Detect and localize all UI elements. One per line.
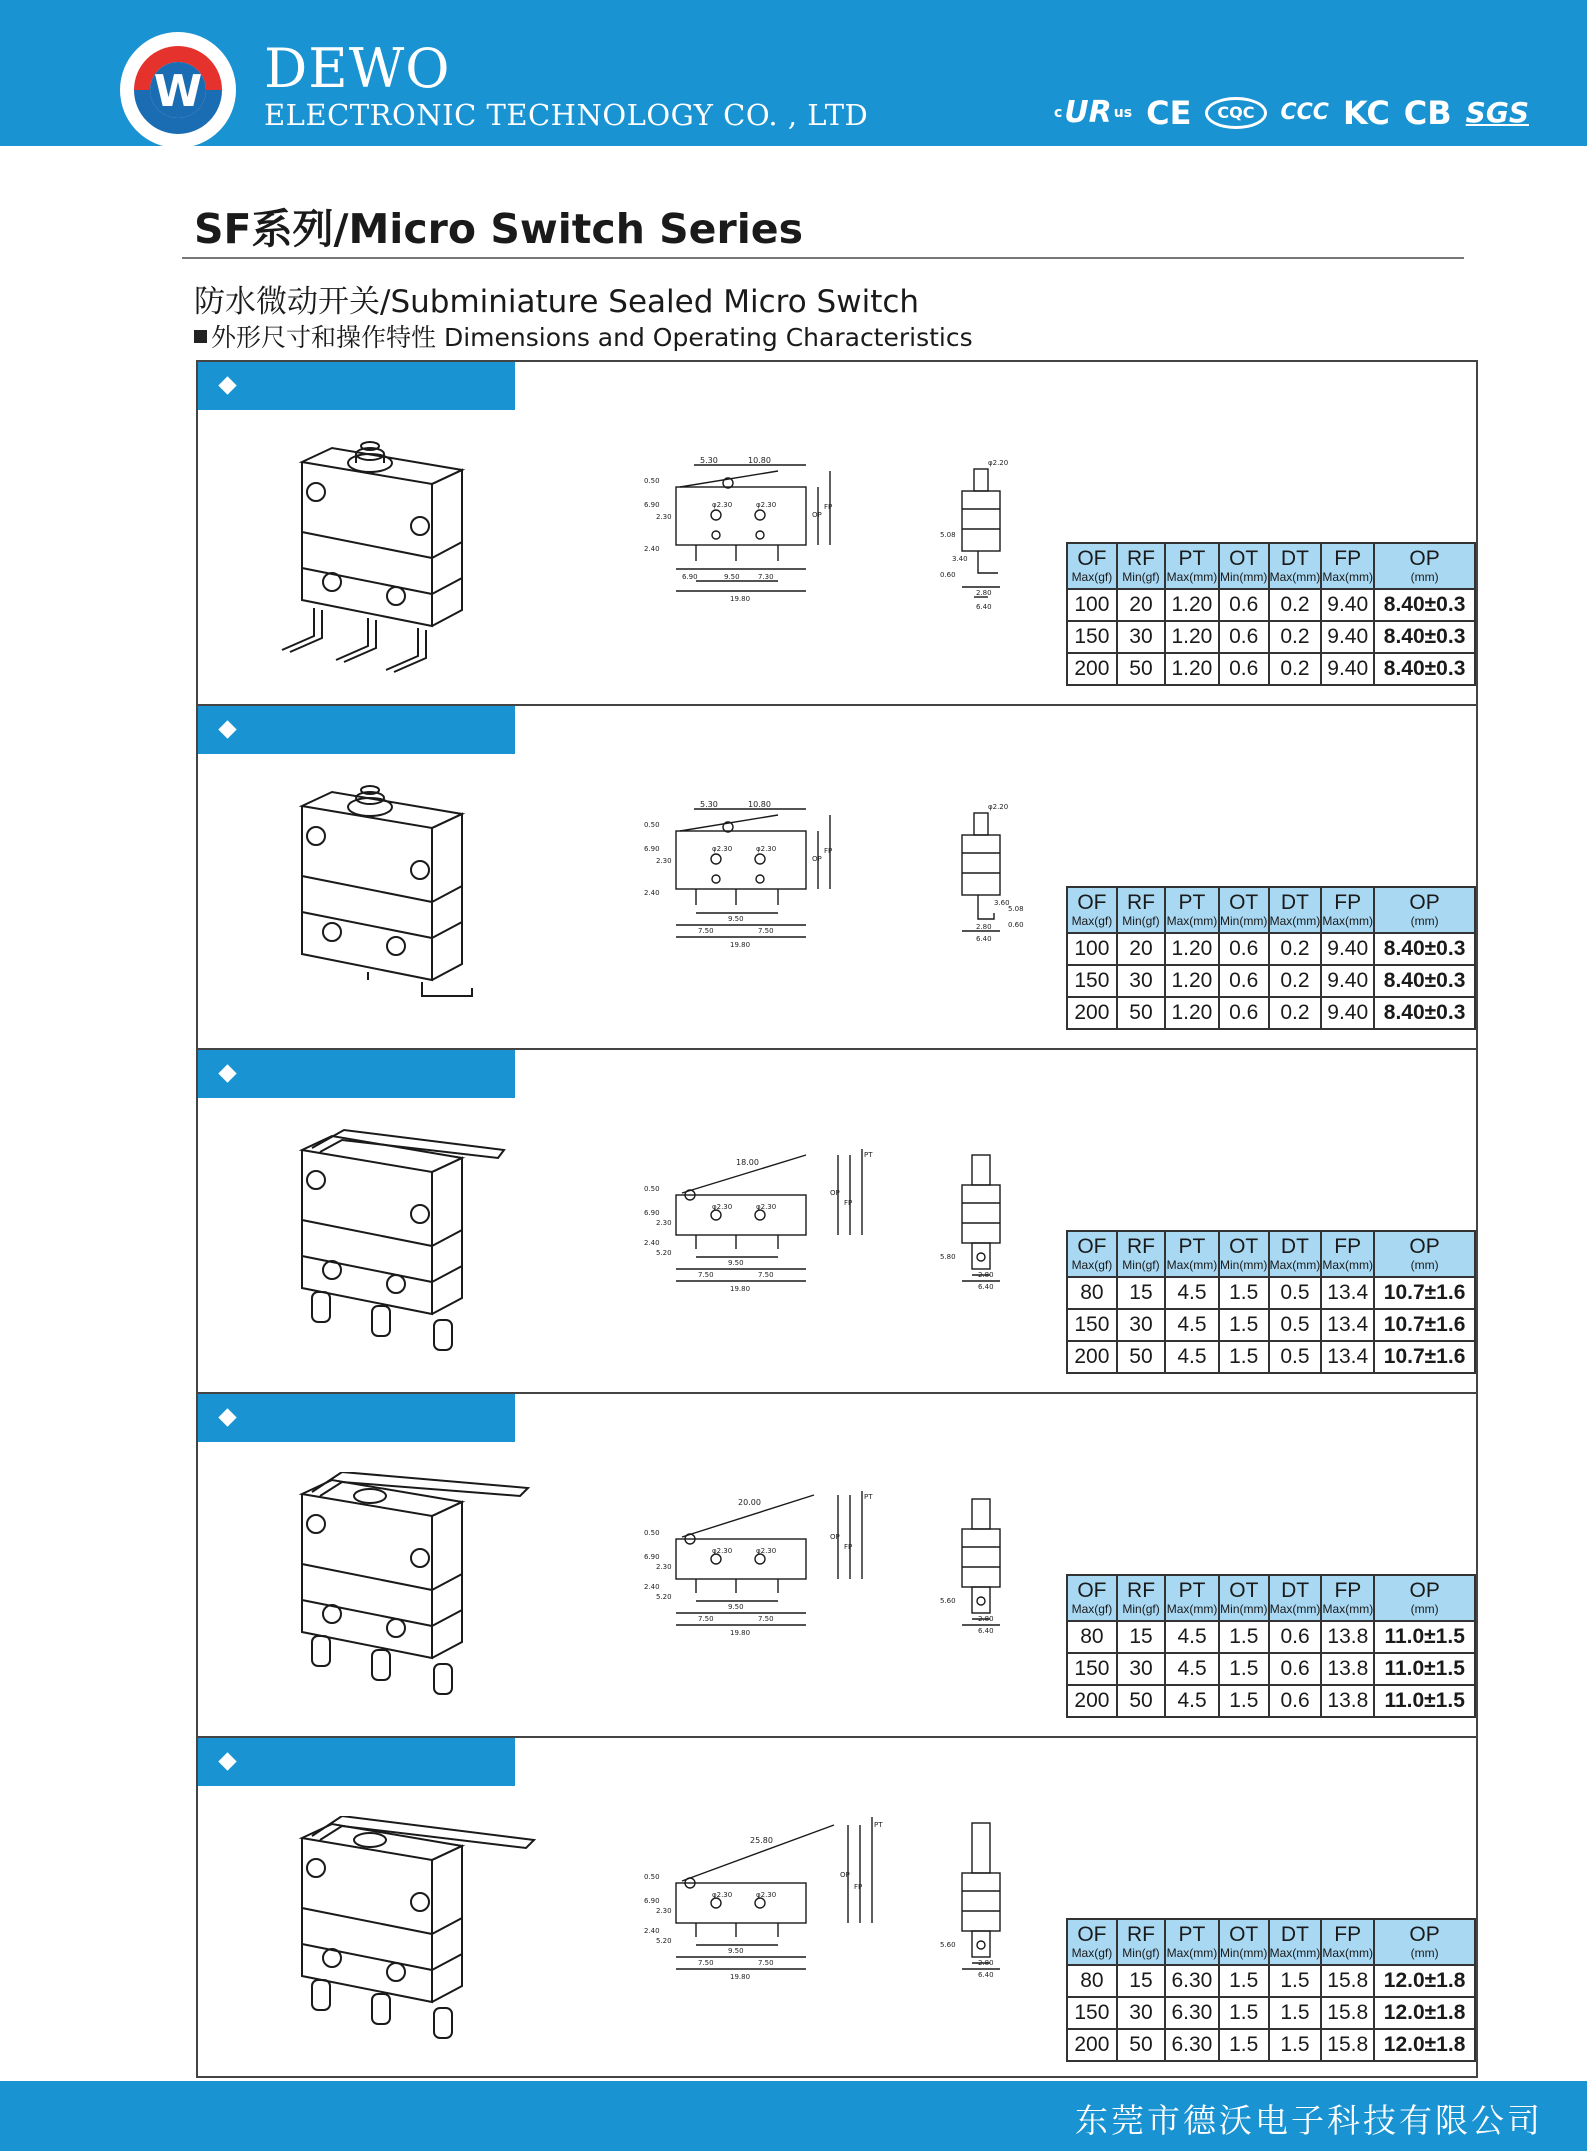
table-row: 80 15 4.5 1.5 0.5 13.4 10.7±1.6 — [1067, 1277, 1475, 1309]
product-illustration — [272, 1472, 542, 1712]
svg-text:20.00: 20.00 — [738, 1498, 761, 1507]
svg-text:5.30: 5.30 — [700, 457, 718, 465]
svg-text:7.50: 7.50 — [698, 1615, 714, 1623]
svg-text:5.08: 5.08 — [940, 531, 956, 539]
svg-text:2.40: 2.40 — [644, 1583, 660, 1591]
svg-text:φ2.30: φ2.30 — [712, 845, 733, 853]
col-dt: DT Max(mm) — [1269, 543, 1322, 589]
col-ot: OT Min(mm) — [1219, 543, 1269, 589]
col-rf: RF Min(gf) — [1117, 543, 1165, 589]
svg-text:9.50: 9.50 — [724, 573, 740, 581]
table-row: 200 50 6.30 1.5 1.5 15.8 12.0±1.8 — [1067, 2029, 1475, 2061]
col-of: OF Max(gf) — [1067, 1575, 1117, 1621]
brand-block — [264, 37, 869, 132]
svg-text:2.80: 2.80 — [978, 1271, 994, 1279]
spec-table — [1066, 1574, 1476, 1718]
svg-text:FP: FP — [824, 847, 833, 855]
svg-text:PT: PT — [864, 1493, 873, 1501]
svg-text:7.50: 7.50 — [758, 1271, 774, 1279]
svg-text:0.50: 0.50 — [644, 1873, 660, 1881]
product-illustration — [272, 1816, 542, 2056]
col-ot: OT Min(mm) — [1219, 1231, 1269, 1277]
svg-text:6.90: 6.90 — [644, 501, 660, 509]
section-heading: 外形尺寸和操作特性 Dimensions and Operating Characteristics — [194, 318, 973, 354]
logo-mark-icon — [120, 32, 236, 148]
product-subtitle: 防水微动开关/Subminiature Sealed Micro Switch — [194, 284, 920, 320]
certification-marks — [1054, 88, 1529, 138]
svg-text:5.08: 5.08 — [1008, 905, 1024, 913]
diamond-bullet-icon — [218, 376, 236, 394]
front-dimension-drawing — [638, 1145, 878, 1315]
col-of: OF Max(gf) — [1067, 1231, 1117, 1277]
svg-text:9.50: 9.50 — [728, 915, 744, 923]
product-illustration — [272, 784, 512, 1024]
svg-text:0.50: 0.50 — [644, 821, 660, 829]
svg-text:OP: OP — [830, 1533, 840, 1541]
table-row: 100 20 1.20 0.6 0.2 9.40 8.40±0.3 — [1067, 589, 1475, 621]
brand-subtitle: ELECTRONIC TECHNOLOGY CO. , LTD — [264, 98, 869, 132]
col-rf: RF Min(gf) — [1117, 1575, 1165, 1621]
svg-text:φ2.30: φ2.30 — [712, 1203, 733, 1211]
square-bullet-icon — [194, 330, 207, 343]
col-fp: FP Max(mm) — [1321, 543, 1374, 589]
svg-text:6.40: 6.40 — [976, 603, 992, 611]
svg-text:φ2.30: φ2.30 — [756, 1203, 777, 1211]
cqc-mark-icon: CQC — [1205, 97, 1266, 129]
svg-text:φ2.30: φ2.30 — [712, 1547, 733, 1555]
col-of: OF Max(gf) — [1067, 1919, 1117, 1965]
table-row: 200 50 4.5 1.5 0.5 13.4 10.7±1.6 — [1067, 1341, 1475, 1373]
svg-text:φ2.30: φ2.30 — [712, 1891, 733, 1899]
brand-name: DEWO — [264, 37, 451, 100]
svg-text:9.50: 9.50 — [728, 1947, 744, 1955]
section-tab — [198, 1050, 515, 1098]
svg-text:2.40: 2.40 — [644, 889, 660, 897]
col-fp: FP Max(mm) — [1321, 1575, 1374, 1621]
col-op: OP (mm) — [1374, 543, 1475, 589]
svg-text:2.40: 2.40 — [644, 1927, 660, 1935]
col-pt: PT Max(mm) — [1165, 1919, 1219, 1965]
svg-text:0.50: 0.50 — [644, 1185, 660, 1193]
svg-text:9.50: 9.50 — [728, 1603, 744, 1611]
svg-text:5.30: 5.30 — [700, 801, 718, 809]
col-pt: PT Max(mm) — [1165, 543, 1219, 589]
svg-text:φ2.20: φ2.20 — [988, 459, 1009, 467]
svg-text:FP: FP — [854, 1883, 863, 1891]
section-tab — [198, 706, 515, 754]
svg-text:FP: FP — [844, 1543, 853, 1551]
sgs-mark-icon: SGS — [1465, 96, 1529, 129]
svg-text:19.80: 19.80 — [730, 1629, 751, 1637]
svg-text:3.60: 3.60 — [994, 899, 1010, 907]
svg-text:2.30: 2.30 — [656, 857, 672, 865]
switch-section-3 — [198, 1050, 1476, 1394]
svg-text:25.80: 25.80 — [750, 1836, 773, 1845]
svg-text:5.60: 5.60 — [940, 1597, 956, 1605]
svg-text:5.80: 5.80 — [940, 1253, 956, 1261]
svg-text:7.30: 7.30 — [758, 573, 774, 581]
series-title: SF系列/Micro Switch Series — [194, 205, 803, 253]
svg-text:9.50: 9.50 — [728, 1259, 744, 1267]
page-footer — [0, 2081, 1587, 2151]
diamond-bullet-icon — [218, 1408, 236, 1426]
switch-section-1 — [198, 362, 1476, 706]
svg-text:PT: PT — [864, 1151, 873, 1159]
svg-text:19.80: 19.80 — [730, 595, 751, 603]
section-tab — [198, 1394, 515, 1442]
svg-text:0.60: 0.60 — [1008, 921, 1024, 929]
side-dimension-drawing — [938, 1489, 1028, 1659]
svg-text:6.90: 6.90 — [644, 1553, 660, 1561]
table-header-row — [1067, 1919, 1475, 1965]
spec-panel — [196, 360, 1478, 2078]
svg-text:OP: OP — [812, 511, 822, 519]
svg-text:FP: FP — [824, 503, 833, 511]
svg-text:φ2.30: φ2.30 — [756, 1547, 777, 1555]
svg-text:0.60: 0.60 — [940, 571, 956, 579]
svg-text:2.80: 2.80 — [976, 589, 992, 597]
col-pt: PT Max(mm) — [1165, 887, 1219, 933]
svg-text:7.50: 7.50 — [758, 1615, 774, 1623]
svg-text:2.80: 2.80 — [976, 923, 992, 931]
svg-text:φ2.30: φ2.30 — [756, 1891, 777, 1899]
svg-text:φ2.30: φ2.30 — [756, 501, 777, 509]
svg-text:2.30: 2.30 — [656, 1219, 672, 1227]
svg-text:6.40: 6.40 — [978, 1283, 994, 1291]
svg-text:0.50: 0.50 — [644, 1529, 660, 1537]
col-dt: DT Max(mm) — [1269, 1919, 1322, 1965]
svg-text:5.20: 5.20 — [656, 1937, 672, 1945]
side-dimension-drawing — [938, 1145, 1028, 1315]
front-dimension-drawing — [638, 801, 868, 971]
svg-text:6.40: 6.40 — [976, 935, 992, 943]
kc-mark-icon: KC — [1342, 94, 1390, 132]
svg-text:2.30: 2.30 — [656, 1563, 672, 1571]
col-rf: RF Min(gf) — [1117, 1919, 1165, 1965]
cb-mark-icon: CB — [1403, 94, 1452, 132]
svg-text:7.50: 7.50 — [698, 1271, 714, 1279]
col-ot: OT Min(mm) — [1219, 887, 1269, 933]
diamond-bullet-icon — [218, 1064, 236, 1082]
svg-text:φ2.30: φ2.30 — [712, 501, 733, 509]
table-row: 150 30 6.30 1.5 1.5 15.8 12.0±1.8 — [1067, 1997, 1475, 2029]
front-dimension-drawing — [638, 1489, 878, 1659]
svg-text:6.90: 6.90 — [644, 1897, 660, 1905]
svg-text:3.40: 3.40 — [952, 555, 968, 563]
svg-text:OP: OP — [840, 1871, 850, 1879]
company-logo — [120, 32, 236, 148]
svg-text:10.80: 10.80 — [748, 457, 771, 465]
table-row: 150 30 4.5 1.5 0.6 13.8 11.0±1.5 — [1067, 1653, 1475, 1685]
product-illustration — [272, 1128, 522, 1368]
col-fp: FP Max(mm) — [1321, 1231, 1374, 1277]
col-pt: PT Max(mm) — [1165, 1231, 1219, 1277]
table-row: 150 30 1.20 0.6 0.2 9.40 8.40±0.3 — [1067, 621, 1475, 653]
svg-text:φ2.20: φ2.20 — [988, 803, 1009, 811]
svg-text:FP: FP — [844, 1199, 853, 1207]
svg-text:7.50: 7.50 — [698, 927, 714, 935]
table-header-row — [1067, 543, 1475, 589]
table-row: 100 20 1.20 0.6 0.2 9.40 8.40±0.3 — [1067, 933, 1475, 965]
section-tab — [198, 362, 515, 410]
product-illustration — [272, 440, 512, 680]
svg-text:W: W — [153, 66, 203, 117]
switch-section-4 — [198, 1394, 1476, 1738]
table-header-row — [1067, 1575, 1475, 1621]
svg-text:6.90: 6.90 — [682, 573, 698, 581]
svg-text:5.20: 5.20 — [656, 1249, 672, 1257]
spec-table — [1066, 1918, 1476, 2062]
section-tab — [198, 1738, 515, 1786]
switch-section-2 — [198, 706, 1476, 1050]
svg-text:6.40: 6.40 — [978, 1627, 994, 1635]
svg-text:2.80: 2.80 — [978, 1615, 994, 1623]
svg-text:2.80: 2.80 — [978, 1959, 994, 1967]
spec-table — [1066, 1230, 1476, 1374]
svg-text:6.40: 6.40 — [978, 1971, 994, 1979]
svg-text:0.50: 0.50 — [644, 477, 660, 485]
col-pt: PT Max(mm) — [1165, 1575, 1219, 1621]
spec-table — [1066, 886, 1476, 1030]
col-dt: DT Max(mm) — [1269, 1231, 1322, 1277]
svg-text:19.80: 19.80 — [730, 941, 751, 949]
table-row: 80 15 6.30 1.5 1.5 15.8 12.0±1.8 — [1067, 1965, 1475, 1997]
svg-text:OP: OP — [830, 1189, 840, 1197]
svg-text:PT: PT — [874, 1821, 883, 1829]
front-dimension-drawing — [638, 457, 868, 627]
page-header — [0, 0, 1587, 146]
svg-text:7.50: 7.50 — [758, 927, 774, 935]
svg-text:18.00: 18.00 — [736, 1158, 759, 1167]
svg-text:7.50: 7.50 — [758, 1959, 774, 1967]
col-of: OF Max(gf) — [1067, 887, 1117, 933]
side-dimension-drawing — [938, 457, 1028, 627]
diamond-bullet-icon — [218, 1752, 236, 1770]
table-row: 200 50 1.20 0.6 0.2 9.40 8.40±0.3 — [1067, 653, 1475, 685]
svg-text:2.30: 2.30 — [656, 1907, 672, 1915]
diamond-bullet-icon — [218, 720, 236, 738]
svg-text:7.50: 7.50 — [698, 1959, 714, 1967]
svg-text:5.20: 5.20 — [656, 1593, 672, 1601]
table-header-row — [1067, 887, 1475, 933]
col-rf: RF Min(gf) — [1117, 1231, 1165, 1277]
col-ot: OT Min(mm) — [1219, 1575, 1269, 1621]
switch-section-5 — [198, 1738, 1476, 2082]
table-row: 80 15 4.5 1.5 0.6 13.8 11.0±1.5 — [1067, 1621, 1475, 1653]
svg-text:6.90: 6.90 — [644, 1209, 660, 1217]
ccc-mark-icon: CCC — [1280, 100, 1329, 125]
ul-mark-icon: c UR us — [1053, 95, 1133, 130]
table-row: 150 30 1.20 0.6 0.2 9.40 8.40±0.3 — [1067, 965, 1475, 997]
table-row: 150 30 4.5 1.5 0.5 13.4 10.7±1.6 — [1067, 1309, 1475, 1341]
svg-text:19.80: 19.80 — [730, 1973, 751, 1981]
col-ot: OT Min(mm) — [1219, 1919, 1269, 1965]
col-op: OP (mm) — [1374, 1575, 1475, 1621]
side-dimension-drawing — [938, 801, 1028, 971]
table-header-row — [1067, 1231, 1475, 1277]
col-rf: RF Min(gf) — [1117, 887, 1165, 933]
side-dimension-drawing — [938, 1813, 1028, 2003]
spec-table — [1066, 542, 1476, 686]
svg-text:19.80: 19.80 — [730, 1285, 751, 1293]
svg-text:φ2.30: φ2.30 — [756, 845, 777, 853]
table-row: 200 50 4.5 1.5 0.6 13.8 11.0±1.5 — [1067, 1685, 1475, 1717]
col-op: OP (mm) — [1374, 1231, 1475, 1277]
title-divider — [182, 257, 1464, 259]
company-name-cn: 东莞市德沃电子科技有限公司 — [1075, 2101, 1543, 2140]
svg-text:5.60: 5.60 — [940, 1941, 956, 1949]
col-op: OP (mm) — [1374, 887, 1475, 933]
svg-text:10.80: 10.80 — [748, 801, 771, 809]
svg-text:2.40: 2.40 — [644, 545, 660, 553]
col-dt: DT Max(mm) — [1269, 1575, 1322, 1621]
col-op: OP (mm) — [1374, 1919, 1475, 1965]
table-row: 200 50 1.20 0.6 0.2 9.40 8.40±0.3 — [1067, 997, 1475, 1029]
col-fp: FP Max(mm) — [1321, 1919, 1374, 1965]
ce-mark-icon: CE — [1146, 94, 1192, 132]
svg-text:6.90: 6.90 — [644, 845, 660, 853]
svg-text:2.40: 2.40 — [644, 1239, 660, 1247]
svg-text:2.30: 2.30 — [656, 513, 672, 521]
col-dt: DT Max(mm) — [1269, 887, 1322, 933]
svg-text:OP: OP — [812, 855, 822, 863]
front-dimension-drawing — [638, 1813, 888, 2003]
col-of: OF Max(gf) — [1067, 543, 1117, 589]
col-fp: FP Max(mm) — [1321, 887, 1374, 933]
